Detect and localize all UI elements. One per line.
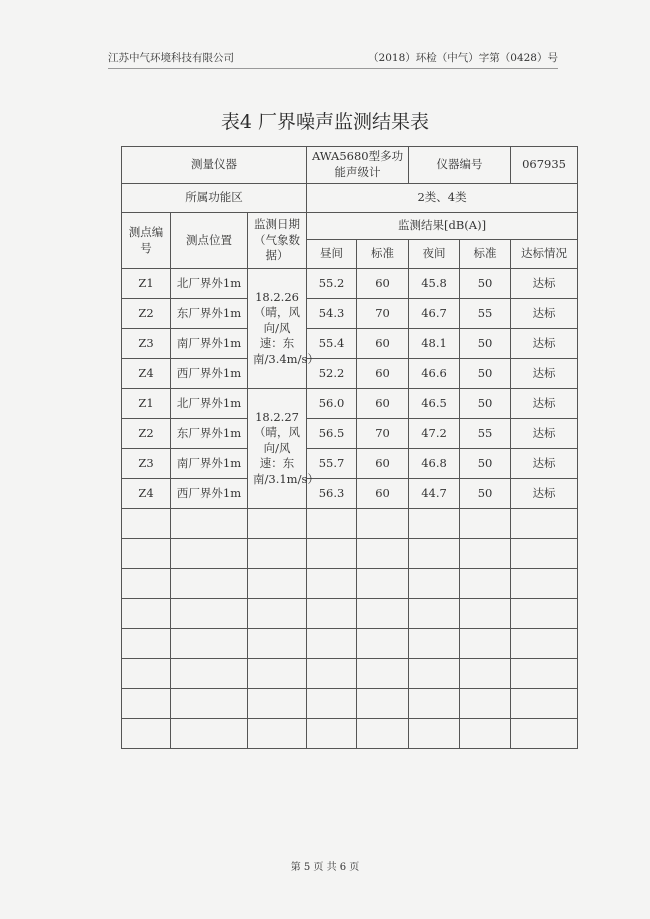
point-id: Z2	[122, 419, 171, 449]
empty-row	[122, 629, 578, 659]
instrument-label: 测量仪器	[122, 147, 307, 184]
table-row	[122, 449, 578, 479]
empty-row	[122, 509, 578, 539]
daytime-value: 55.7	[307, 449, 357, 479]
instrument-value: AWA5680型多功能声级计	[307, 147, 409, 184]
compliance-value: 达标	[511, 479, 578, 509]
point-id: Z3	[122, 449, 171, 479]
compliance-value: 达标	[511, 299, 578, 329]
function-zone-value: 2类、4类	[307, 184, 578, 213]
point-position: 西厂界外1m	[171, 479, 248, 509]
table-row	[122, 419, 578, 449]
nighttime-value: 46.7	[409, 299, 460, 329]
empty-row	[122, 719, 578, 749]
serial-label: 仪器编号	[409, 147, 511, 184]
standard-night-value: 55	[460, 419, 511, 449]
company-name: 江苏中气环境科技有限公司	[108, 52, 234, 64]
standard-day-value: 60	[357, 389, 409, 419]
col-compliance: 达标情况	[511, 240, 578, 269]
col-standard-day: 标准	[357, 240, 409, 269]
table-row	[122, 269, 578, 299]
empty-row	[122, 569, 578, 599]
col-standard-night: 标准	[460, 240, 511, 269]
point-position: 南厂界外1m	[171, 329, 248, 359]
table-row	[122, 299, 578, 329]
standard-day-value: 60	[357, 449, 409, 479]
daytime-value: 56.5	[307, 419, 357, 449]
column-header-row	[122, 213, 578, 240]
standard-night-value: 50	[460, 359, 511, 389]
empty-row	[122, 539, 578, 569]
compliance-value: 达标	[511, 419, 578, 449]
instrument-row	[122, 147, 578, 184]
compliance-value: 达标	[511, 389, 578, 419]
standard-day-value: 60	[357, 269, 409, 299]
function-zone-label: 所属功能区	[122, 184, 307, 213]
table-row	[122, 479, 578, 509]
standard-night-value: 50	[460, 269, 511, 299]
point-position: 北厂界外1m	[171, 269, 248, 299]
nighttime-value: 47.2	[409, 419, 460, 449]
standard-night-value: 50	[460, 389, 511, 419]
empty-row	[122, 659, 578, 689]
standard-night-value: 55	[460, 299, 511, 329]
point-position: 西厂界外1m	[171, 359, 248, 389]
nighttime-value: 46.8	[409, 449, 460, 479]
point-id: Z1	[122, 389, 171, 419]
compliance-value: 达标	[511, 329, 578, 359]
point-position: 北厂界外1m	[171, 389, 248, 419]
noise-results-table	[121, 146, 578, 749]
function-zone-row	[122, 184, 578, 213]
table-row	[122, 359, 578, 389]
report-number: （2018）环检（中气）字第（0428）号	[368, 52, 558, 64]
monitor-date-group-1: 18.2.26（晴，风向/风速：东南/3.4m/s）	[248, 269, 307, 389]
standard-day-value: 60	[357, 329, 409, 359]
compliance-value: 达标	[511, 449, 578, 479]
standard-day-value: 70	[357, 299, 409, 329]
empty-row	[122, 689, 578, 719]
point-id: Z1	[122, 269, 171, 299]
daytime-value: 55.4	[307, 329, 357, 359]
monitor-date-group-2: 18.2.27（晴，风向/风速：东南/3.1m/s）	[248, 389, 307, 509]
point-id: Z4	[122, 359, 171, 389]
point-position: 南厂界外1m	[171, 449, 248, 479]
daytime-value: 56.0	[307, 389, 357, 419]
header-divider	[108, 68, 558, 69]
standard-day-value: 60	[357, 359, 409, 389]
col-point-position: 测点位置	[171, 213, 248, 269]
nighttime-value: 45.8	[409, 269, 460, 299]
compliance-value: 达标	[511, 359, 578, 389]
page-number: 第 5 页 共 6 页	[290, 862, 360, 873]
col-daytime: 昼间	[307, 240, 357, 269]
standard-day-value: 60	[357, 479, 409, 509]
serial-value: 067935	[511, 147, 578, 184]
nighttime-value: 44.7	[409, 479, 460, 509]
daytime-value: 52.2	[307, 359, 357, 389]
standard-day-value: 70	[357, 419, 409, 449]
standard-night-value: 50	[460, 479, 511, 509]
point-id: Z2	[122, 299, 171, 329]
point-position: 东厂界外1m	[171, 419, 248, 449]
empty-row	[122, 599, 578, 629]
daytime-value: 55.2	[307, 269, 357, 299]
col-nighttime: 夜间	[409, 240, 460, 269]
col-point-id: 测点编号	[122, 213, 171, 269]
daytime-value: 54.3	[307, 299, 357, 329]
standard-night-value: 50	[460, 329, 511, 359]
col-monitor-date: 监测日期（气象数据）	[248, 213, 307, 269]
table-row	[122, 389, 578, 419]
point-id: Z4	[122, 479, 171, 509]
point-id: Z3	[122, 329, 171, 359]
point-position: 东厂界外1m	[171, 299, 248, 329]
table-row	[122, 329, 578, 359]
nighttime-value: 46.6	[409, 359, 460, 389]
compliance-value: 达标	[511, 269, 578, 299]
daytime-value: 56.3	[307, 479, 357, 509]
nighttime-value: 48.1	[409, 329, 460, 359]
col-monitor-result: 监测结果[dB(A)]	[307, 213, 578, 240]
nighttime-value: 46.5	[409, 389, 460, 419]
page-title: 表4 厂界噪声监测结果表	[220, 111, 430, 133]
standard-night-value: 50	[460, 449, 511, 479]
